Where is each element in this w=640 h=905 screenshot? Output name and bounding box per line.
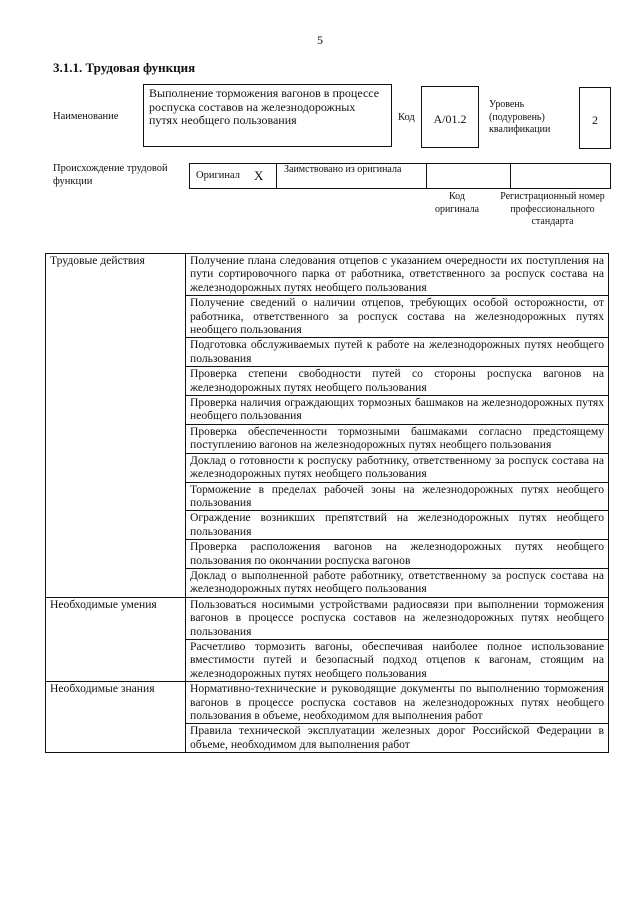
origin-label: Происхождение трудовой функции <box>53 163 168 187</box>
table-row <box>46 682 609 724</box>
name-label: Наименование <box>53 111 119 122</box>
labor-function-table <box>45 253 609 753</box>
table-cell: Проверка обеспеченности тормозными башмаками согласно предстоящему поступлению вагонов на железнодорожных путях необщего пользования <box>186 424 609 453</box>
table-cell: Подготовка обслуживаемых путей к работе на железнодорожных путях необщего пользования <box>186 338 609 367</box>
table-cell: Получение плана следования отцепов с указанием очередности их поступления на пути сортировочного парка от работника, ответственного за роспуск состава на железнодорожных путях необщего пользования <box>186 254 609 296</box>
table-cell: Получение сведений о наличии отцепов, требующих особой осторожности, от работника, ответственного за роспуск состава на железнодорожных путях необщего пользования <box>186 296 609 338</box>
table-cell: Пользоваться носимыми устройствами радиосвязи при выполнении торможения вагонов в процессе роспуска составов на железнодорожных путях необщего пользования <box>186 597 609 639</box>
table-cell: Проверка наличия ограждающих тормозных башмаков на железнодорожных путях необщего пользования <box>186 396 609 425</box>
code-label: Код <box>398 112 415 123</box>
origin-divider <box>426 164 427 188</box>
table-row <box>46 254 609 296</box>
origin-row <box>189 163 611 189</box>
table-cell: Доклад о выполненной работе работнику, ответственному за роспуск состава на железнодорожных путях необщего пользования <box>186 568 609 597</box>
table-row <box>46 597 609 639</box>
table-cell: Правила технической эксплуатации железных дорог Российской Федерации в объеме, необходимом для выполнения работ <box>186 724 609 753</box>
table-cell: Ограждение возникших препятствий на железнодорожных путях необщего пользования <box>186 511 609 540</box>
table-cell: Нормативно-технические и руководящие документы по выполнению торможения вагонов в процессе роспуска составов на железнодорожных путях необщего пользования в объеме, необходимом для выполнения работ <box>186 682 609 724</box>
table-cell: Расчетливо тормозить вагоны, обеспечивая наиболее полное использование вместимости путей и безопасный подход отцепов к вагонам, стоящим на железнодорожных путях необщего пользования <box>186 639 609 681</box>
page-number: 5 <box>317 33 323 47</box>
reg-number-caption: Регистрационный номер профессионального стандарта <box>500 191 605 227</box>
table-cell: Проверка расположения вагонов на железнодорожных путях необщего пользования по окончании роспуска вагонов <box>186 540 609 569</box>
original-label: Оригинал <box>196 170 240 181</box>
category-cell: Необходимые знания <box>46 682 186 753</box>
qualification-level-label: Уровень (подуровень) квалификации <box>489 99 551 135</box>
code-field: А/01.2 <box>421 86 479 148</box>
original-mark: Х <box>254 168 264 183</box>
origin-divider <box>276 164 277 188</box>
category-cell: Трудовые действия <box>46 254 186 598</box>
qualification-level-field: 2 <box>579 87 611 149</box>
table-cell: Проверка степени свободности путей со стороны роспуска вагонов на железнодорожных путях необщего пользования <box>186 367 609 396</box>
origin-divider <box>510 164 511 188</box>
category-cell: Необходимые умения <box>46 597 186 681</box>
section-title: 3.1.1. Трудовая функция <box>53 60 196 75</box>
borrowed-label: Заимствовано из оригинала <box>284 164 402 175</box>
table-cell: Торможение в пределах рабочей зоны на железнодорожных путях необщего пользования <box>186 482 609 511</box>
code-original-caption: Код оригинала <box>434 191 480 215</box>
function-name-field: Выполнение торможения вагонов в процессе роспуска составов на железнодорожных путях необщего пользования <box>143 84 392 147</box>
table-cell: Доклад о готовности к роспуску работнику, ответственному за роспуск состава на железнодорожных путях необщего пользования <box>186 453 609 482</box>
